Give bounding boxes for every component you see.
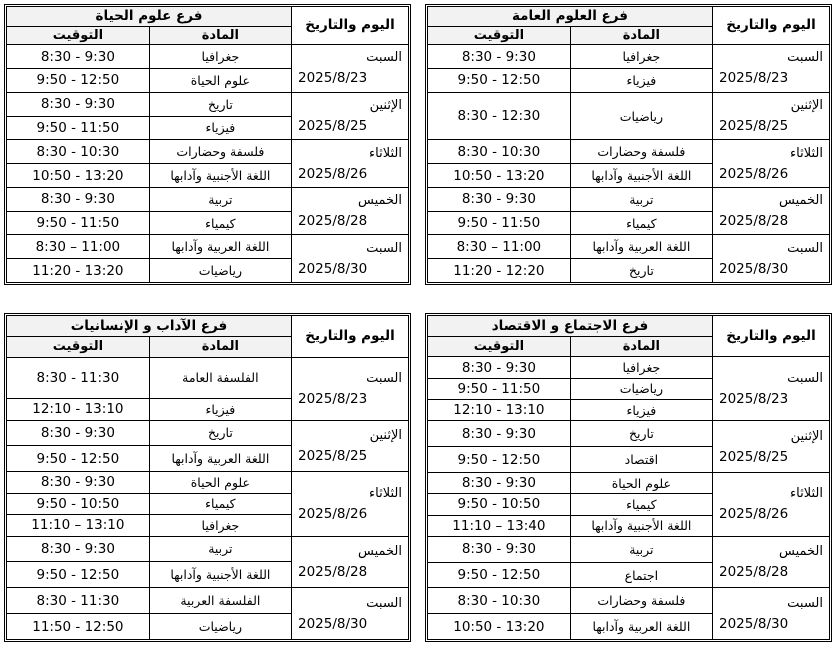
subject-cell: اللغة العربية وآدابها (570, 614, 712, 639)
time-cell: 11:20 - 12:20 (428, 259, 570, 282)
time-cell: 9:50 - 11:50 (7, 116, 149, 140)
exam-row (7, 92, 408, 116)
day-date-cell (713, 45, 830, 93)
day-name: الخميس (358, 193, 402, 209)
day-date-cell (292, 235, 409, 282)
schedule-table (428, 316, 829, 639)
exam-row (428, 45, 829, 69)
day-date-header (713, 316, 830, 357)
subject-cell: فيزياء (149, 399, 291, 420)
time-cell: 12:10 - 13:10 (7, 399, 149, 420)
day-date-cell (713, 421, 830, 473)
time-cell: 8:30 - 10:30 (428, 140, 570, 164)
exam-row (428, 421, 829, 447)
day-name: السبت (787, 240, 823, 256)
subject-cell: علوم الحياة (149, 68, 291, 92)
day-name: الإثنين (790, 428, 823, 444)
subject-cell: اجتماع (570, 562, 712, 588)
subject-cell: علوم الحياة (149, 472, 291, 493)
time-cell: 8:30 - 9:30 (7, 472, 149, 493)
exam-date: 2025/8/28 (298, 213, 368, 230)
exam-row (428, 140, 829, 164)
branch-title: فرع العلوم العامة (428, 7, 713, 26)
day-date-cell (292, 420, 409, 472)
exam-row (7, 536, 408, 562)
time-cell: 8:30 - 9:30 (428, 536, 570, 562)
day-date-cell (713, 187, 830, 235)
time-cell: 10:50 - 13:20 (7, 164, 149, 188)
exam-date: 2025/8/30 (298, 260, 368, 277)
exam-date: 2025/8/26 (298, 165, 368, 182)
day-date-header (713, 7, 830, 45)
time-cell: 9:50 - 12:50 (7, 68, 149, 92)
subject-cell: رياضيات (570, 378, 712, 399)
day-date-cell (292, 92, 409, 140)
subject-cell: كيمياء (149, 211, 291, 235)
subject-cell: اللغة الأجنبية وآدابها (149, 164, 291, 188)
subject-cell: تربية (149, 187, 291, 211)
subject-cell: جغرافيا (149, 515, 291, 536)
time-cell: 9:50 - 12:50 (428, 447, 570, 473)
subject-cell: كيمياء (570, 211, 712, 235)
exam-date: 2025/8/25 (719, 118, 789, 135)
exam-date: 2025/8/23 (719, 70, 789, 87)
day-date-cell (713, 357, 830, 421)
day-date-header-label: اليوم والتاريخ (726, 327, 816, 344)
branch-title: فرع الاجتماع و الاقتصاد (428, 316, 713, 337)
time-cell: 11:10 – 13:10 (7, 515, 149, 536)
exam-date: 2025/8/25 (719, 448, 789, 465)
day-name: الإثنين (790, 98, 823, 114)
time-cell: 11:10 – 13:40 (428, 515, 570, 536)
exam-row (428, 92, 829, 140)
time-cell: 8:30 - 9:30 (7, 536, 149, 562)
day-name: الثلاثاء (369, 485, 402, 501)
day-name: الإثنين (369, 98, 402, 114)
day-date-header (292, 7, 409, 45)
day-name: السبت (366, 240, 402, 256)
subject-cell: جغرافيا (570, 357, 712, 378)
day-name: السبت (787, 50, 823, 66)
subject-cell: علوم الحياة (570, 472, 712, 493)
time-cell: 12:10 - 13:10 (428, 400, 570, 421)
time-cell: 9:50 - 10:50 (7, 493, 149, 514)
subject-cell: اللغة العربية وآدابها (149, 235, 291, 259)
day-date-cell (713, 92, 830, 140)
time-cell: 9:50 - 11:50 (7, 211, 149, 235)
day-date-cell (292, 536, 409, 588)
branch-title: فرع علوم الحياة (7, 7, 292, 26)
day-date-cell (713, 235, 830, 282)
subject-cell: فلسفة وحضارات (570, 140, 712, 164)
day-date-header-label: اليوم والتاريخ (726, 17, 816, 34)
subject-cell: اللغة الأجنبية وآدابها (149, 562, 291, 588)
schedule-humanities (4, 313, 411, 642)
time-cell: 8:30 - 10:30 (7, 140, 149, 164)
schedule-life-sciences (4, 4, 411, 285)
time-cell: 8:30 - 12:30 (428, 92, 570, 140)
day-name: السبت (787, 370, 823, 386)
day-date-cell (292, 472, 409, 536)
time-cell: 8:30 - 9:30 (428, 472, 570, 493)
time-cell: 8:30 - 11:30 (7, 588, 149, 614)
time-cell: 8:30 - 9:30 (7, 45, 149, 69)
subject-cell: اللغة العربية وآدابها (570, 235, 712, 259)
day-date-cell (292, 588, 409, 639)
schedule-table (428, 7, 829, 282)
subject-cell: تاريخ (570, 421, 712, 447)
day-date-header (292, 316, 409, 357)
subject-cell: كيمياء (570, 494, 712, 515)
exam-date: 2025/8/25 (298, 447, 368, 464)
exam-row (7, 472, 408, 493)
time-cell: 10:50 - 13:20 (428, 614, 570, 639)
exam-row (428, 357, 829, 378)
day-date-cell (713, 588, 830, 639)
time-cell: 9:50 - 12:50 (428, 68, 570, 92)
day-name: السبت (366, 50, 402, 66)
day-date-header-label: اليوم والتاريخ (305, 327, 395, 344)
exam-date: 2025/8/26 (719, 165, 789, 182)
time-header: التوقيت (7, 337, 149, 357)
time-cell: 9:50 - 12:50 (428, 562, 570, 588)
exam-row (428, 187, 829, 211)
subject-cell: فيزياء (570, 400, 712, 421)
exam-date: 2025/8/28 (298, 563, 368, 580)
day-date-cell (292, 357, 409, 420)
day-name: الثلاثاء (790, 145, 823, 161)
schedule-table (7, 316, 408, 639)
time-cell: 8:30 - 9:30 (7, 420, 149, 446)
subject-cell: رياضيات (149, 614, 291, 639)
time-cell: 8:30 - 9:30 (428, 357, 570, 378)
subject-cell: اللغة الأجنبية وآدابها (570, 515, 712, 536)
exam-date: 2025/8/30 (719, 260, 789, 277)
subject-cell: تاريخ (149, 420, 291, 446)
exam-row (7, 588, 408, 614)
subject-cell: رياضيات (149, 259, 291, 282)
subject-cell: جغرافيا (149, 45, 291, 69)
subject-cell: تربية (570, 187, 712, 211)
time-cell: 9:50 - 11:50 (428, 378, 570, 399)
schedule-table (7, 7, 408, 282)
day-name: الخميس (779, 193, 823, 209)
day-date-cell (292, 45, 409, 93)
time-header: التوقيت (7, 26, 149, 45)
exam-date: 2025/8/26 (298, 505, 368, 522)
exam-row (428, 235, 829, 259)
exam-row (428, 536, 829, 562)
time-cell: 8:30 - 10:30 (428, 588, 570, 614)
day-name: السبت (366, 370, 402, 386)
time-cell: 11:50 - 12:50 (7, 614, 149, 639)
subject-header: المادة (570, 337, 712, 357)
subject-cell: اللغة الأجنبية وآدابها (570, 164, 712, 188)
exam-date: 2025/8/30 (298, 615, 368, 632)
exam-date: 2025/8/28 (719, 213, 789, 230)
subject-cell: فيزياء (570, 68, 712, 92)
exam-date: 2025/8/30 (719, 615, 789, 632)
subject-cell: فلسفة وحضارات (570, 588, 712, 614)
time-header: التوقيت (428, 26, 570, 45)
exam-row (7, 420, 408, 446)
day-name: الثلاثاء (790, 486, 823, 502)
time-cell: 9:50 - 10:50 (428, 494, 570, 515)
exam-row (7, 357, 408, 399)
subject-cell: جغرافيا (570, 45, 712, 69)
exam-date: 2025/8/26 (719, 506, 789, 523)
day-date-cell (713, 536, 830, 588)
time-cell: 8:30 - 9:30 (428, 45, 570, 69)
time-cell: 8:30 – 11:00 (428, 235, 570, 259)
subject-cell: تربية (570, 536, 712, 562)
subject-header: المادة (570, 26, 712, 45)
exam-row (7, 45, 408, 69)
schedule-sociology-economics (425, 313, 832, 642)
exam-row (428, 472, 829, 493)
time-cell: 8:30 - 9:30 (7, 187, 149, 211)
day-name: السبت (366, 595, 402, 611)
time-cell: 9:50 - 12:50 (7, 562, 149, 588)
day-date-cell (713, 140, 830, 188)
time-cell: 10:50 - 13:20 (428, 164, 570, 188)
subject-cell: فلسفة وحضارات (149, 140, 291, 164)
exam-date: 2025/8/25 (298, 118, 368, 135)
time-header: التوقيت (428, 337, 570, 357)
subject-cell: اقتصاد (570, 447, 712, 473)
exam-row (7, 235, 408, 259)
exam-date: 2025/8/23 (298, 390, 368, 407)
exam-date: 2025/8/28 (719, 564, 789, 581)
day-name: الإثنين (369, 427, 402, 443)
day-date-cell (713, 472, 830, 536)
exam-row (7, 187, 408, 211)
subject-cell: الفلسفة العامة (149, 357, 291, 399)
subject-cell: فيزياء (149, 116, 291, 140)
time-cell: 11:20 - 13:20 (7, 259, 149, 282)
subject-cell: تاريخ (570, 259, 712, 282)
subject-header: المادة (149, 26, 291, 45)
subject-cell: كيمياء (149, 493, 291, 514)
day-date-cell (292, 187, 409, 235)
exam-date: 2025/8/23 (298, 70, 368, 87)
subject-cell: تاريخ (149, 92, 291, 116)
exam-date: 2025/8/23 (719, 390, 789, 407)
subject-cell: اللغة العربية وآدابها (149, 446, 291, 472)
day-name: السبت (787, 595, 823, 611)
time-cell: 8:30 - 11:30 (7, 357, 149, 399)
day-name: الخميس (358, 543, 402, 559)
time-cell: 8:30 - 9:30 (7, 92, 149, 116)
branch-title: فرع الآداب و الإنسانيات (7, 316, 292, 337)
exam-row (428, 588, 829, 614)
subject-header: المادة (149, 337, 291, 357)
time-cell: 8:30 - 9:30 (428, 421, 570, 447)
time-cell: 8:30 - 9:30 (428, 187, 570, 211)
day-date-cell (292, 140, 409, 188)
schedule-general-sciences (425, 4, 832, 285)
subject-cell: تربية (149, 536, 291, 562)
subject-cell: الفلسفة العربية (149, 588, 291, 614)
exam-row (7, 140, 408, 164)
time-cell: 9:50 - 12:50 (7, 446, 149, 472)
subject-cell: رياضيات (570, 92, 712, 140)
time-cell: 8:30 – 11:00 (7, 235, 149, 259)
time-cell: 9:50 - 11:50 (428, 211, 570, 235)
day-name: الثلاثاء (369, 145, 402, 161)
day-name: الخميس (779, 544, 823, 560)
day-date-header-label: اليوم والتاريخ (305, 17, 395, 34)
